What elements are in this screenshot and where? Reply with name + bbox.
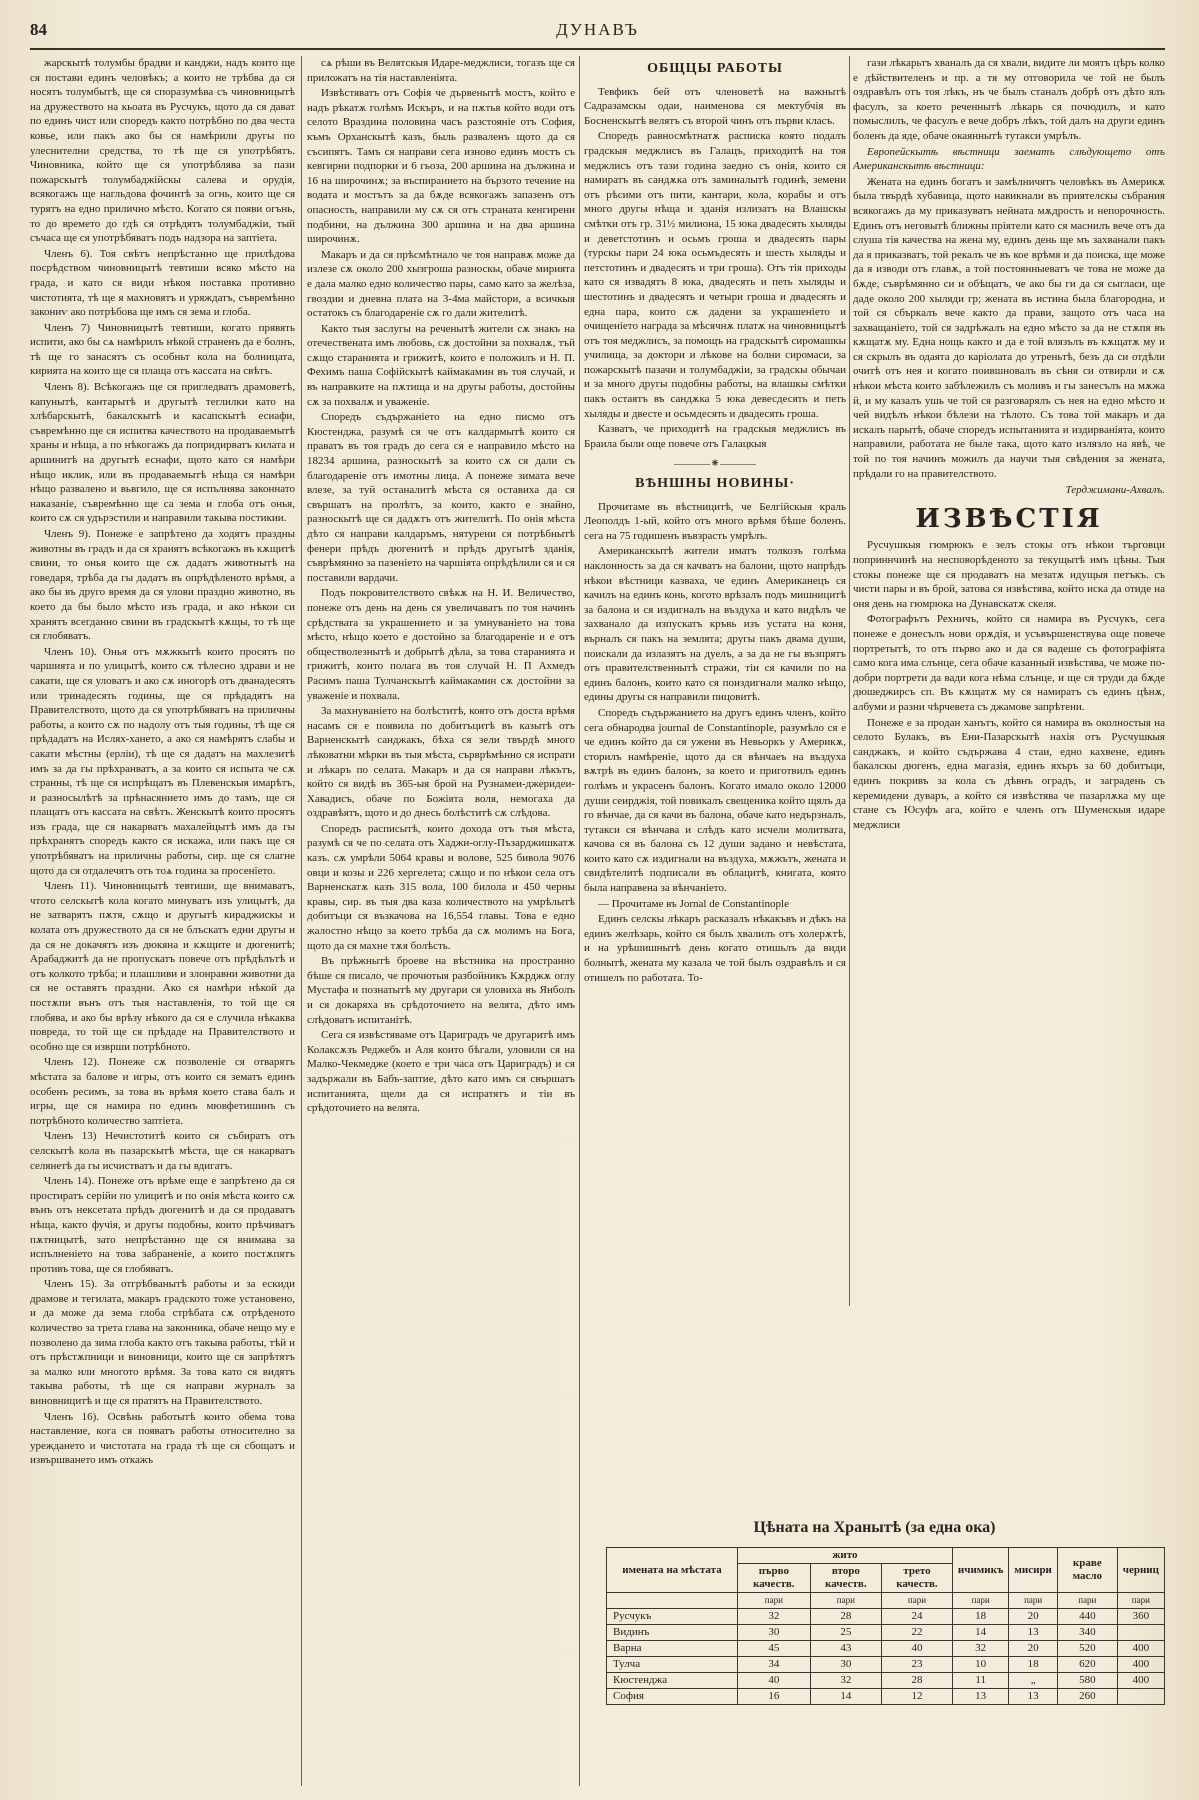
price-row — [607, 1689, 1165, 1705]
price-value: 45 — [738, 1641, 811, 1657]
article-paragraph: Въ прѣжнытѣ броеве на вѣстника на пространно бѣше ся писало, че прочютыя разбойникъ Кѫрджѫ оглу Мустафа и познатытѣ му другари ся уловихa въ Янболъ и ся докаряхa въ срѣдоточието на велята, дѣто имъ слѣдоватъ испитанітѣ. — [307, 955, 575, 1026]
price-value: 14 — [952, 1625, 1008, 1641]
price-value: 13 — [952, 1689, 1008, 1705]
th-grain: жито — [738, 1548, 953, 1564]
section-heading-local: ОБЩЦЫ РАБОТЫ — [647, 61, 783, 76]
price-value: 16 — [738, 1689, 811, 1705]
column-4 — [853, 56, 1165, 1306]
price-value: 20 — [1009, 1609, 1058, 1625]
price-value — [1117, 1625, 1164, 1641]
price-city: София — [607, 1689, 738, 1705]
column-divider — [579, 56, 580, 1786]
article-paragraph: Членъ 11). Чиновницытѣ тевтиши, ще внимаватъ, чтото селскытѣ кола когато минуватъ изъ улицытѣ, да не затварятъ пѫтя, сѫщо и другытѣ кираджискы и колата отъ дружеството да ся не блъскатъ едни другы и да ся не докачятъ изъ дюкяна и кѫщите и дюгенитѣ; Арабаджитѣ да не пропускатъ повече отъ прѣдѣлътѣ и отъ колкото трѣба; и плашливи и злонравни животни да ся не оставятъ праздни. Ако ся намѣри нѣкой да постѫпи вънъ отъ тыя наставленія, то той ще ся глобява, и ако бы врѣзу нѣкого да ся е случила нѣкаква повреда, то той ще ся прѣдаде на Правителството и особно ще ся изврши потрѣбното. — [30, 880, 295, 1053]
price-value: 40 — [882, 1641, 953, 1657]
price-value: 400 — [1117, 1673, 1164, 1689]
price-value: 340 — [1057, 1625, 1117, 1641]
price-value: 260 — [1057, 1689, 1117, 1705]
paper-title: ДУНАВЪ — [556, 20, 639, 39]
price-value: 18 — [952, 1609, 1008, 1625]
price-row — [607, 1625, 1165, 1641]
unit-cell — [607, 1593, 738, 1609]
th-butter: краве масло — [1057, 1548, 1117, 1593]
price-value: 43 — [810, 1641, 881, 1657]
price-city: Тулча — [607, 1657, 738, 1673]
price-row — [607, 1657, 1165, 1673]
article-paragraph: Прочитаме въ вѣстницитѣ, че Белгійскыя краль Леополдъ 1-ый, който отъ много врѣмя бѣше боленъ. сега на 75 годишенъ въвзрасть умрѣлъ. — [584, 500, 846, 542]
column-1 — [30, 56, 295, 1786]
price-value: 32 — [810, 1673, 881, 1689]
price-value: 25 — [810, 1625, 881, 1641]
article-paragraph: — Прочитаме въ Jornal de Constantinople — [598, 897, 789, 910]
article-paragraph: Членъ 8). Всѣкогажъ ще ся пригледватъ драмоветѣ, капунытѣ, кантарытѣ и другытѣ теглилки като на хлѣбарскытѣ, бакалскытѣ и касапскытѣ есиафи, съвремѣнно ще ся испитва качеството на продаваемытѣ храны и нѣща, а по нѣкогажъ да попридирватъ килата и аршинитѣ на другытѣ еснафи, щото като ся намѣри нѣщо иклик, или въ продаваемытѣ нѣща ся намѣри нѣщо развалено и вьвгило, ще ся испълнява законнато наказаніе, съвремѣнно ще са зема и глоба отъ онья, които сѫ ся удърэстили и направили такыва постикии. — [30, 381, 295, 525]
th-grain-3: трето качеств. — [882, 1564, 953, 1593]
article-paragraph: Подъ покровителството свѣкѫ на Н. И. Величество, понеже отъ день на день ся увеличаватъ по тоя начинъ срѣдствата за украшението и за умнуваніето на това мѣсто, нѣщо което е достойно за благодареніе и е отъ обществолезнытѣ и добрытѣ дѣла, за това старанията и грижитѣ, които полага въ тоя случай Н. П Ахмедъ Расимъ паша Тулчанскытѣ каймакамин сѫ достойни за уваженіе и похвала. — [307, 587, 575, 702]
article-paragraph: Споредъ равносмѣтнатѫ расписка която подалъ градскыя меджлисъ въ Галацъ, приходитѣ на тоя меджлисъ отъ тази година заедно съ онія, които ся намиратъ въ сандѫка отъ заминалытѣ годинѣ, земени отъ рѣсими отъ пити, кантари, кола, корабы и отъ много другы нѣща и зданія излизатъ на Влашскы смѣтки отъ гр. 31½ милиона, 15 юка двадесять хыляды и деветстотинъ и осьмъ гроша и двадесять пары (турскы пари 24 юка осьмъдесять и шесть хыляды и петстотинъ и двадесять и три гроша). Отъ тія приходы като ся извадятъ 8 юка, двадесять и петь хыляды и шестотинъ и двадесять и четыри гроша и двадесять и една пара, които сѫ дадени за украшеніето и очищеніето награда за мѣсячнѫ платѫ на чиновницытѣ отъ тоя меджлисъ, за помощъ на градскытѣ сиромашкы училища, за доктори и лѣкове на болни сиромаси, за пожарскытѣ пазачи и толумбаджіи, за градскы обычаи и за много другы подобны работы, на влашкы смѣтки пакъ остаятъ въ сандѫка 5 юка девесдесять и петь хыляды и двесте и осьмдесять и двадесять гроша. — [584, 130, 846, 420]
price-table-title: Цѣната на Хранытѣ (за една ока) — [753, 1519, 996, 1536]
article-paragraph: гази лѣкарьтъ хваналъ да ся хвали, видите ли моятъ цѣръ колко е дѣйствителенъ и пр. а тя му отговорила че той не былъ оздравѣлъ отъ тоя лѣкъ, нъ че былъ станалъ добрѣ отъ дѣто ялъ фасулъ, за което реченнытѣ лѣкарь ся почюдилъ, и като помыслилъ, че фасулъ е вече добръ лѣкъ, той далъ на други единъ боленъ да яде, обаче окаяннытѣ тутакси умрѣлъ. — [853, 57, 1165, 142]
th-grain-1: първо качеств. — [738, 1564, 811, 1593]
article-paragraph: Споредъ съдържаніето на едно писмо отъ Кюстенджа, разумѣ ся че отъ калдармытѣ които ся праватъ въ тоя градъ до сега ся е направило мѣсто на 18234 аршина, разноскытѣ за които сѫ ся дали съ благодареніе отъ имотны лица. А понеже зимата вече влезе, за туй останалитѣ мѣста ся оставиха да ся свършатъ на пролѣтъ, за които, както е знайно, разноскытѣ ще ся дадѫтъ отъ жителитѣ. По онія мѣста дѣто ся направи калдаръмъ, нятурени ся потрѣбнытѣ фенери прѣдъ дюгенитѣ и прѣдъ другытѣ зданія, съврѣмянно за пазеніето на чаршіята опрѣдѣлили ся и ся поставили вардачи. — [307, 411, 575, 584]
price-value: 360 — [1117, 1609, 1164, 1625]
article-paragraph: Жената на единъ богатъ и замѣлничятъ человѣкъ въ Америкѫ была твърдѣ хубавица, щото навикнали въ приятелскы събрания всякогажъ да му приказуватъ нейната мѫдрость и непорочность. Единъ отъ неговытѣ ближны пріятели като ся маснилъ вече отъ да слуша тія качества на жена му, единъ день ще мъ захванали пакъ да я приказватъ, той рекалъ че въ кое врѣмя и да поиска, ще може да я изводи отъ главѫ, а той постоянныеватъ че това не може да бѫде, съврѣмянно си и обѣщатъ, че ако бы ги да ся сыгласи, ще даде около 200 хыляди гр; жената въ истина была благородна, и той ся сбъркалъ вече както да прави, защото отъ часа на захващаніето, той ся задрѣжалъ на едно мѣсто за да не стѫпя въ кѫщатѫ му. Една нощь както и да е той влязълъ въ кѫщатѫ му и ся скрылъ въ одаята до каріолата до утреньтѣ, безъ да си отдѣли очитѣ отъ нея и когато поившновалъ въ сѣня си отвирли и сѫ нѣкои мѣста които забѣлежилъ съ моливъ и гы занесълъ на мѫжа й, и му казалъ ушь че той ся разговарялъ съ нея на едно мѣсто и чей видѣлъ нѣкои бѣлези на тѣлото. Съ това той макаръ и да искалъ парытѣ, обаче споредъ испытанията и издирваніята, които направили, работата не быле така, щото като излязло на явѣ, че той по тоя начинъ можилъ да научи тыя свѣдения за жената, прѣдали го на правителството. — [853, 175, 1165, 480]
th-pepper: черниц — [1117, 1548, 1164, 1593]
price-value: 580 — [1057, 1673, 1117, 1689]
unit-cell: пари — [738, 1593, 811, 1609]
price-value: 10 — [952, 1657, 1008, 1673]
article-paragraph: Американскытѣ жители иматъ толкозъ голѣма наклонность за да ся качватъ на балони, щото напрѣдъ нѣкои вѣстници казваха, че единъ Американецъ ся качилъ на единъ конь, когото врѣзалъ подъ мишницитѣ за балона и ся издигналъ на въздуха и като видѣлъ че захванало да изпускатъ кръвь изъ устата на коня, върналъ ся пакъ на землята; другы пакъ двама души, поискали да излазятъ на дуелъ, а за да не гы възпрятъ отъ правителственнытѣ стражи, тіи ся качили по на единъ балонъ, които като ся поиздигнали малко нѣщо, едины другы ся направили пицовитѣ. — [584, 545, 846, 704]
price-value: 32 — [738, 1609, 811, 1625]
price-value: 22 — [882, 1625, 953, 1641]
price-row — [607, 1609, 1165, 1625]
price-value: 400 — [1117, 1657, 1164, 1673]
article-paragraph: Членъ 10). Онья отъ мѫжкытѣ които просятъ по чаршията и по улицытѣ, които сѫ тѣлесно здрави и не сакати, ще ся уловатъ и ако сѫ иногорѣ отъ дванадесять или тринадесять годины, ще ся прѣдадятъ на Правителството, щото да ся употрѣбяватъ на приличны работы, а които сѫ по надолу отъ тыя годины, тѣ ще ся прѣдадатъ на Ислях-хането, а ако ся намѣрятъ слабы и сакати мѣстны (ерліи), тѣ ще ся дадатъ на махлезитѣ имъ за да гы прѣхранватъ, а за които ся испыта че сѫ странны, тѣ ще ся испрѣщатъ въ Плевенскыя имарѣтъ, и разносылѣтѣ за прѣнасянието имъ до тамъ, ще ся плащатъ отъ кассата на свѣтъ. Женскытѣ които просятъ изъ града, ще ся накарватъ махалейцытѣ имъ да гы прѣхранятъ споредъ както ся искажа, или пакъ ще ся употрѣбяватъ на приличны работы, сир. ще ся слагне щото да ся отдалечятъ отъ тоѧ година за просенїето. — [30, 645, 295, 877]
article-paragraph: Членъ 15). За отгрѣбванытѣ работы и за ескиди драмове и тегилата, макаръ градското тоже установено, и да може да зема глоба стрѣбата сѫ отрѣденото количество за трета глава на законника, обаче нещо му е позволено да зима глоба както отъ такыва работы, тѣй и отъ прѣстѫпници и виновници, които ще ся запрѣтятъ за малко или многото врѣмя. За това като ся видятъ такыва работы, тѣ ще ся направи журналъ за виновницитѣ и ще ся пратятъ на Правителството. — [30, 1278, 295, 1408]
article-paragraph: Членъ 7) Чиновницытѣ тевтиши, когато прявять испити, ако бы сѧ намѣрилъ нѣкой страненъ да е болнъ, тѣ ще го занасятъ съ особньт кола на болницата, кирията на които ще ся плаща отъ кассата на свѣтъ. — [30, 321, 295, 378]
announcements-heading: ИЗВѢСТІЯ — [915, 503, 1103, 534]
price-value: 28 — [882, 1673, 953, 1689]
column-divider — [301, 56, 302, 1786]
article-paragraph: Членъ 9). Понеже е запрѣтено да ходятъ праздны животны въ градъ и да ся хранятъ всѣкогажъ въ кѫщитѣ свини, то онья които ще сѫ дадатъ животнытѣ на говедаря, трѣба да гы дадатъ въ опрѣдѣленото врѣмя, а ако бы въ друго время да ся улови праздно животно, въ което да бы было мѣсто изъ града, и ако нѣкои си хранятъ всегданно свини въ градскытѣ кѫщы, то тѣ ще ся глобяватъ. — [30, 528, 295, 643]
price-value: 13 — [1009, 1689, 1058, 1705]
price-row — [607, 1641, 1165, 1657]
price-value: 34 — [738, 1657, 811, 1673]
th-barley: ичимикъ — [952, 1548, 1008, 1593]
price-city: Русчукъ — [607, 1609, 738, 1625]
price-value: 40 — [738, 1673, 811, 1689]
announcement-paragraph: Понеже е за продан ханътъ, който ся намира въ околностыя на селото Булакъ, въ Ени-Пазарскытѣ нахія отъ Русчушкыя санджакъ, и който съдържава 4 стаи, едно кахвене, единъ бакалскы дюгенъ, една магазія, единъ яхъръ за 60 добитъци, единъ покривъ за кола съ дѣвнъ оградъ, и заградень съ керемидени дуваръ, а който ся извѣстява че пазарлѫка му ще стане съ Юсуфъ ага, който е членъ отъ Шуменскыя идаре меджлиси — [853, 716, 1165, 831]
article-paragraph: Казватъ, че приходитѣ на градскыя меджлисъ въ Браила были още повече отъ Галацкыя — [584, 423, 846, 450]
price-value: „ — [1009, 1673, 1058, 1689]
article-paragraph: сѧ рѣши въ Велятскыя Идаре-меджлиси, тогазъ ще ся приложатъ на тія наставленіята. — [307, 57, 575, 84]
intro-italic: Европейскытѣ вѣстници заематъ слѣдующето отъ Американскытѣ вѣстници: — [853, 145, 1165, 173]
column-3 — [584, 56, 846, 1306]
section-heading-foreign: ВѢНШНЫ НОВИНЫ· — [635, 476, 795, 492]
price-value: 12 — [882, 1689, 953, 1705]
th-grain-2: второ качеств. — [810, 1564, 881, 1593]
price-value — [1117, 1689, 1164, 1705]
price-value: 520 — [1057, 1641, 1117, 1657]
unit-cell: пари — [1009, 1593, 1058, 1609]
price-value: 30 — [738, 1625, 811, 1641]
price-row — [607, 1673, 1165, 1689]
price-value: 18 — [1009, 1657, 1058, 1673]
price-value: 13 — [1009, 1625, 1058, 1641]
article-paragraph: Членъ 13) Нечистотитѣ които ся събиратъ отъ селскытѣ кола въ пазарскытѣ мѣста, ще ся накарватъ селянетѣ да гы исчистватъ и да гы вдигатъ. — [30, 1130, 295, 1172]
announcement-paragraph: Русчушкыя гюмрюкъ е зелъ стокы отъ нѣкои търговци поприннчинѣ на несповорѣденото за текущытѣ имъ цѣны. Тыя стокы понеже ще ся продаватъ на мезатѫ идущыя петъкъ. съ чисти пары и въ брой, затова ся извѣстява, който иска да отиде на оня день на гюмрюка на Дунавскатѫ скеля. — [853, 539, 1165, 610]
article-paragraph: Членъ 6). Тоя свѣтъ непрѣстанно ще прилѣдова посрѣдством чиновницытѣ тевтиши всяко мѣсто на града, и като ся види нѣкоя поставка противно чистотията, тѣ ще я махновятъ и уряждатъ, съвремѣнно закониѵ ако потрѣбова ще имъ ся зема и глоба. — [30, 247, 295, 319]
article-paragraph: Тевфикъ бей отъ членоветѣ на важнытѣ Садразамскы одаи, наименова ся мектубчія въ Босненскытѣ велятъ съ второй чинъ отъ първи класъ. — [584, 85, 846, 127]
th-place: имената на мѣстата — [607, 1548, 738, 1593]
article-paragraph: Сега ся извѣстявамe отъ Цариградъ че другаритѣ имъ Колаксѫзъ Реджебъ и Аля които бѣгали, уловили ся на Малко-Чекмедже (което е три часа отъ Цариградъ) и ся задържали въ Бабъ-заптие, дѣто като имъ ся свършатъ испитанията, щели да ся испратятъ и тіи въ срѣдоточието на велята. — [307, 1029, 575, 1115]
masthead — [30, 20, 1165, 42]
column-divider — [849, 56, 850, 1306]
section-ornament: ―――⁕――― — [673, 456, 757, 471]
price-value: 11 — [952, 1673, 1008, 1689]
unit-cell: пари — [810, 1593, 881, 1609]
unit-cell: пари — [882, 1593, 953, 1609]
article-paragraph: Споредъ съдържанието на другъ единъ членъ, който сега обнародва journal de Constantinople, разумѣло ся е че единъ който да ся ужени въ Невьоркъ у Америкѫ, сторилъ намѣреніе, щото да ся вѣнчаеъ на въздуха вѫтрѣ въ единъ балонъ, за което и приготвилъ единъ голѣмъ и украсенъ балонъ. Когато имало около 12000 души сеирджія, той повикалъ свещеника който щялъ да го вѣнчае, да ся качи въ балона, обаче като недързналъ, тутакси ся вѣнчава и слѣдъ като исчели молитвата, качова ся въ балона съ 12 души задано и невѣстата, които като сѫ издигнали на въздуха, мѫжътъ, жената и свидѣтелитѣ подписали въ облацитѣ, книгата, която была направена за вѣнчаніето. — [584, 706, 846, 895]
article-paragraph: Единъ селскы лѣкаръ расказалъ нѣкакъвъ и дѣкъ на единъ желѣзарь, който ся былъ хвалилъ отъ холерѫтѣ, и на урѣшишнытѣ день когато отишьлъ да види болнытѣ, жената му казала че той былъ оздравѣлъ и ся отишелъ по работата. То- — [584, 913, 846, 984]
price-table-section — [584, 1515, 1165, 1785]
price-city: Варна — [607, 1641, 738, 1657]
price-value: 24 — [882, 1609, 953, 1625]
price-table — [606, 1547, 1165, 1705]
article-paragraph: Макаръ и да ся прѣсмѣтнало че тоя направѫ може да излезе сѫ около 200 хызгроша разноскы, обаче мирията е дала малко едно количество пары, само като за желѣза, гвоздии и дневна плата на 3-4ма майстори, а всичкыя остатокъ съ благодареніе сѫ го дали жителитѣ. — [307, 248, 575, 320]
article-paragraph: Членъ 14). Понеже отъ врѣме еще е запрѣтено да ся простиратъ серійи по улицитѣ и по онія мѣста които сѫ вънъ отъ нексетата прѣдъ дюгенитѣ и да ся продаватъ нѣща, както фучія, и другы подобны, които прѣчиватъ пѫтницытѣ, зато непрѣстанно ще ся внимава за испълненіето на това забраненіе, а които постѫпятъ противъ това, ще ся глобяватъ. — [30, 1175, 295, 1275]
article-paragraph: Извѣстяватъ отъ Софія че дървенытѣ мостъ, който е надъ рѣкатѫ голѣмъ Искъръ, и на пѫтья който води отъ селото Врaздина половина часъ разстояніе отъ София, къмъ Орханскытѣ казъ, быль разваленъ щото да ся съсипятъ. Тамъ ся направи сега изново единъ мостъ съ кевгирни подпорки и 6 гьоза, 200 аршина на дължина и 16 на широчинѫ; за въспиранието на бързото течение на водата и мостътъ за да бѫде всякогажъ запазенъ отъ опасность, направили му сѫ ся отъ страната кенгирени подбини, на дължина 300 аршина и на два аршина широчинѫ. — [307, 87, 575, 246]
price-value: 32 — [952, 1641, 1008, 1657]
price-city: Видинъ — [607, 1625, 738, 1641]
article-paragraph: Споредъ расписытѣ, които дохода отъ тыя мѣста, разумѣ ся че по селата отъ Хаджи-оглу-Пъзарджишкатѫ казъ. сѫ умрѣли 5064 кравы и волове, 525 бивола 9076 овци и козы и 226 хергелета; сѫщо и по нѣкои села отъ Варненскатѫ казъ 315 вола, 100 билола и 450 черны кравы, сир. въ тыя два каза количеството на умрѣлытѣ добитъци ся възкачова на 16,554 главы. Това е едно жалостно нѣщо за което трѣба да сѫ молимъ на Бога, щото да ся махне тѫя болѣсть. — [307, 822, 575, 952]
unit-cell: пари — [1117, 1593, 1164, 1609]
price-value: 400 — [1117, 1641, 1164, 1657]
unit-cell: пари — [1057, 1593, 1117, 1609]
article-paragraph: Членъ 12). Понеже сѫ позволеніе ся отварятъ мѣстата за балове и игры, отъ които ся зематъ единъ особенъ ресимъ, за това въ врѣмя което става балъ и игры, ще ся намира по единъ мювфетишинъ съ потрѣбното количество заптіета. — [30, 1056, 295, 1127]
th-corn: мисири — [1009, 1548, 1058, 1593]
price-value: 14 — [810, 1689, 881, 1705]
price-value: 28 — [810, 1609, 881, 1625]
price-value: 20 — [1009, 1641, 1058, 1657]
price-value: 440 — [1057, 1609, 1117, 1625]
price-value: 23 — [882, 1657, 953, 1673]
unit-cell: пари — [952, 1593, 1008, 1609]
price-city: Кюстенджа — [607, 1673, 738, 1689]
column-2 — [307, 56, 575, 1786]
announcement-paragraph: Фотографътъ Рехничъ, който ся намира въ Русчукъ, сега понеже е донесълъ нови орѫдія, и усъвършенствувa още повече портретытѣ, то отъ първо ако и да ся вадеше съ фотографіята само кога има слънце, сега обаче казанный извѣстява, че може по-добри портрети да вади кога нѣма слънце, и ще ся труди да бѫде дюшеджирсъ сп. Въ кѫщатѫ му ся намиратъ съ единъ цѣнѫ, албуми и разни чѣрчевета съ джамове запрѣтени. — [853, 613, 1165, 713]
article-paragraph: жарскытѣ толумбы брадви и канджи, надъ които ще ся постави единъ человѣкъ; а които не трѣбва да ся носятъ толумбытѣ, ще ся споразумѣва съ чиновницытѣ на дружеството на кьоата въ Русчукъ, щото да ся дават по единъ чист или споредъ както потрѣбно по два честа ковье, или пакъ ако бы ся намѣрили другы по улеснителни средства, то тѣ ще ся употрѣбятъ. Чиновника, който ще ся употрѣблява за пази пожарскытѣ толумбаджійскы салева и орудія, всякогажъ ще нагльдова фочинтѣ за огнь, които ще ся турятъ на едно прилично мѣсто. Когато ся появи огънь, то до времето до гдѣ ся отрѣдятъ толумбаджіи, тый съчаса ще ся употрѣбяватъ подъ надзора на заптіета. — [30, 57, 295, 245]
article-paragraph: Членъ 16). Освѣнь работытѣ които обема това наставление, кога ся появатъ работы относително за уреждането и чистотата на града тѣ ще ся сбощатъ и извършването имъ откажъ — [30, 1410, 295, 1467]
top-rule — [30, 48, 1165, 50]
price-value: 620 — [1057, 1657, 1117, 1673]
price-value: 30 — [810, 1657, 881, 1673]
article-paragraph: Както тыя заслугы на реченытѣ жители сѫ знакъ на отечествената имъ любовь, сѫ достойни за похвалѫ, тъй сѫщо старанията и грижитѣ, които е положилъ и Н. П. Фехимъ паша Софійскытѣ каймакамин въ тоя случай, и въ направките на пѫтища и на другы работы, достойны сѫ за похвалѫ и уваженіе. — [307, 322, 575, 408]
article-paragraph: За махнуваніето на болѣститѣ, която отъ доста врѣмя насамъ ся е появила по добитъцитѣ въ казытѣ отъ Варненскытѣ санджакъ, бѣха ся зели твърдѣ много лѣковатни мѣрки въ тыя мѣста, сърврѣмѣнно ся испрати и лѣкаръ по селата. Макаръ и да ся направи лѣкътъ, който ся видѣ въ 365-ыя брой на Рузнамеи-джеридеи-Хавадисъ, обаче по Божіята воля, немогаха да оздравѣятъ, щото и до днесь болѣститѣ сѫ слѣдова. — [307, 705, 575, 820]
article-signature: Терджимани-Ахвалъ. — [1065, 484, 1165, 497]
page-number: 84 — [30, 20, 47, 39]
